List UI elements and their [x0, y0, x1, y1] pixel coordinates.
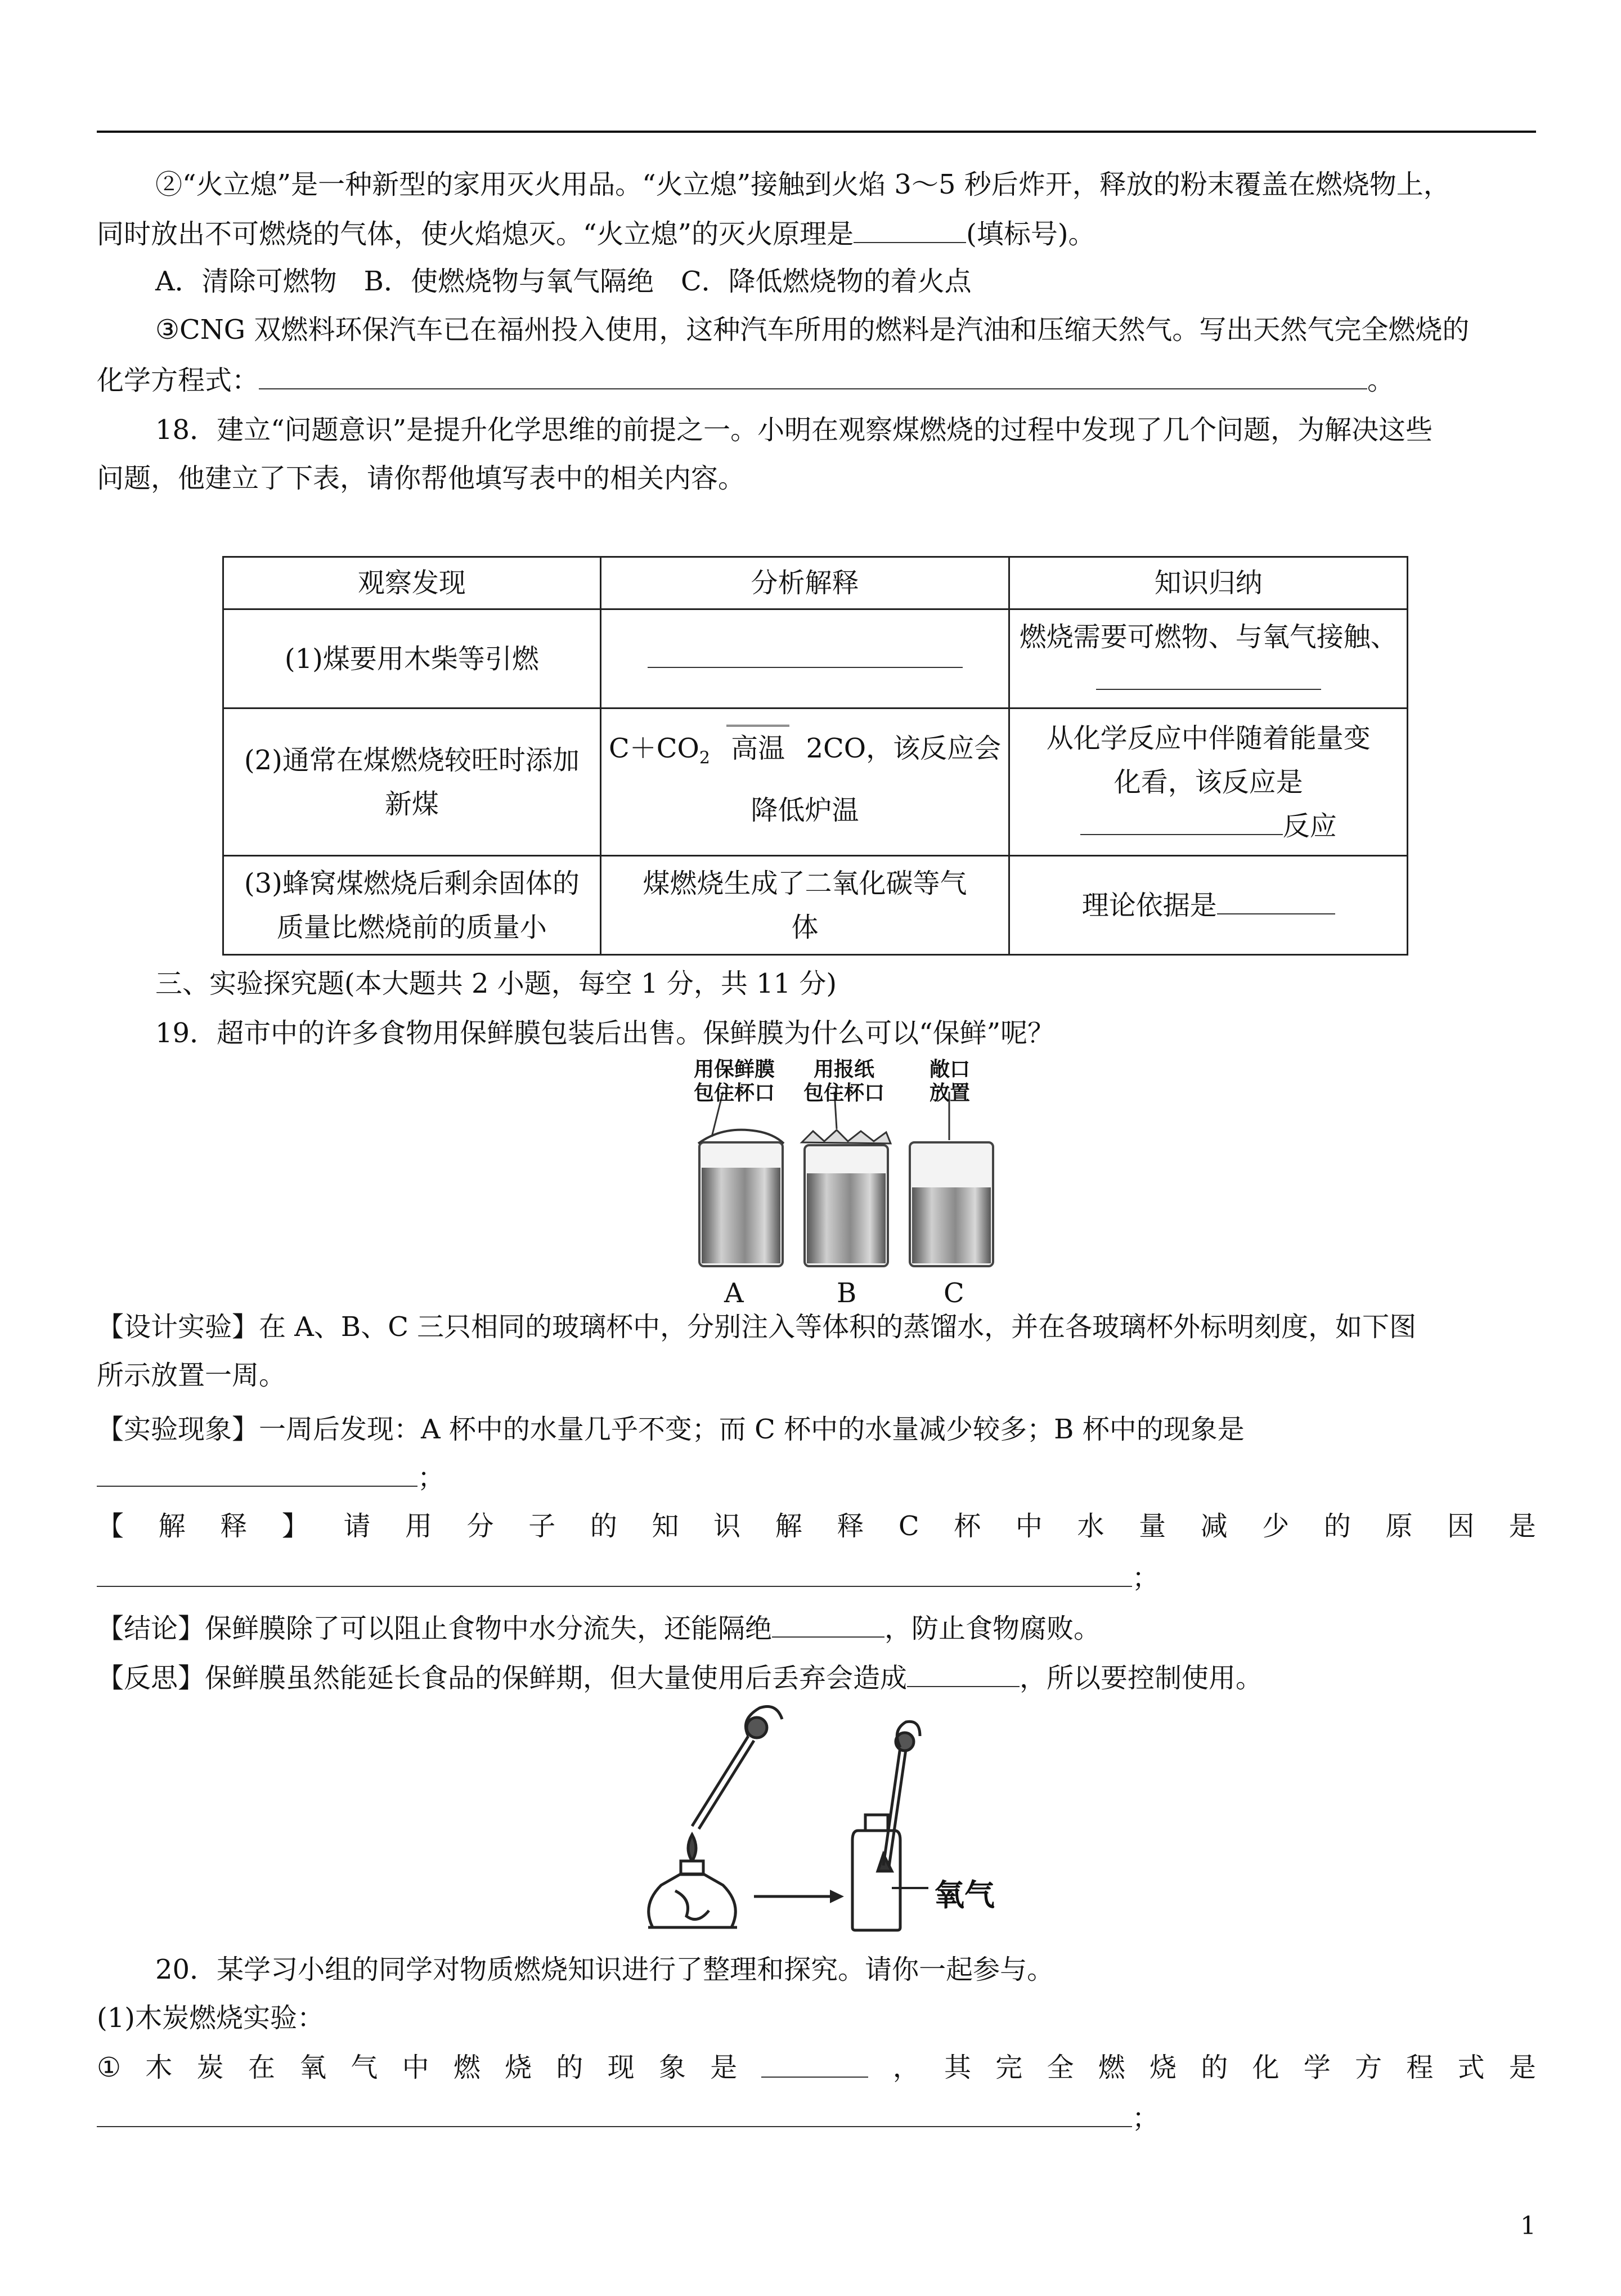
equation-blank[interactable]: [259, 362, 1367, 389]
table-header-row: [223, 557, 1408, 609]
q20-char: 象: [658, 2052, 686, 2083]
explanation-char: 分: [466, 1510, 494, 1542]
explanation-char: 杯: [954, 1510, 981, 1542]
explanation-char: 中: [1015, 1510, 1043, 1542]
glass-a: [698, 1092, 784, 1266]
explanation-char: 原: [1385, 1510, 1413, 1542]
q20-char: 全: [1047, 2052, 1074, 2083]
explanation-char: 是: [1508, 1510, 1536, 1542]
q20-stem: 20．某学习小组的同学对物质燃烧知识进行了整理和探究。请你一起参与。: [155, 1954, 1054, 1985]
item2-line1: ②“火立熄”是一种新型的家用灭火用品。“火立熄”接触到火焰 3～5 秒后炸开，释放的粉末覆盖在燃烧物上，: [155, 169, 1451, 200]
item3-text: 化学方程式：: [97, 365, 259, 396]
explanation-char: 的: [1323, 1510, 1351, 1542]
q20-char: 其: [944, 2052, 971, 2083]
letter-c: C: [944, 1277, 964, 1309]
item2-options: A．清除可燃物 B．使燃烧物与氧气隔绝 C．降低燃烧物的着火点: [155, 266, 972, 297]
q20-char: 烧: [505, 2052, 532, 2083]
reflection-text: 【反思】保鲜膜虽然能延长食品的保鲜期，但大量使用后丢弃会造成: [97, 1662, 908, 1694]
glasses-figure: [689, 1058, 1016, 1317]
explanation-char: C: [898, 1510, 919, 1542]
answer-blank[interactable]: [97, 1460, 417, 1487]
reaction-condition: [719, 732, 797, 765]
q20-char: 在: [248, 2052, 275, 2083]
cell-text: 质量比燃烧前的质量小: [276, 911, 547, 943]
answer-blank[interactable]: [648, 650, 963, 668]
q20-char: 现: [607, 2052, 635, 2083]
label-b: 用报纸 包住杯口: [803, 1058, 884, 1105]
explanation-char: 减: [1200, 1510, 1228, 1542]
line-end: ；: [1132, 2102, 1160, 2134]
table-cell: [1009, 856, 1408, 955]
explanation-char: 量: [1139, 1510, 1166, 1542]
answer-blank[interactable]: [761, 2051, 868, 2078]
item3-suffix: 。: [1367, 365, 1395, 396]
equals-sign: [726, 725, 789, 727]
table-row: [223, 708, 1408, 856]
equation-products: 2CO，该反应会: [806, 732, 1002, 764]
q20-char: 完: [995, 2052, 1023, 2083]
item2-line2: [97, 216, 1536, 251]
explanation-char: 少: [1262, 1510, 1290, 1542]
design-line1: 【设计实验】在 A、B、C 三只相同的玻璃杯中，分别注入等体积的蒸馏水，并在各玻璃杯外标明刻度，如下图: [97, 1311, 1417, 1343]
reflection-suffix: ，所以要控制使用。: [1020, 1662, 1263, 1694]
reflection-line: [97, 1660, 1536, 1695]
explanation-char: 知: [652, 1510, 679, 1542]
q20-char: 木: [145, 2052, 173, 2083]
cell-text: (2)通常在煤燃烧较旺时添加: [244, 744, 580, 776]
letter-a: A: [724, 1277, 744, 1309]
q20-char: 中: [402, 2052, 429, 2083]
q20-char: 学: [1303, 2052, 1331, 2083]
design-line2: 所示放置一周。: [97, 1360, 286, 1391]
explanation-line1: [97, 1509, 1536, 1543]
explanation-char: 请: [343, 1510, 371, 1542]
header-rule: [97, 131, 1536, 133]
explanation-char: 水: [1077, 1510, 1104, 1542]
q20-char: ，: [892, 2052, 920, 2083]
table-cell: [600, 609, 1009, 708]
section-title: 三、实验探究题(本大题共 2 小题，每空 1 分，共 11 分): [155, 968, 837, 999]
answer-blank[interactable]: [97, 2100, 1132, 2127]
alcohol-lamp: [648, 1835, 737, 1927]
q18-line1: 18．建立“问题意识”是提升化学思维的前提之一。小明在观察煤燃烧的过程中发现了几个问题，为解决这些: [155, 414, 1433, 446]
q20-char: 燃: [1098, 2052, 1125, 2083]
item2-text: 同时放出不可燃烧的气体，使火焰熄灭。“火立熄”的灭火原理是: [97, 218, 854, 250]
answer-blank[interactable]: [97, 1560, 1132, 1587]
cell-text: 理论依据是: [1081, 889, 1217, 921]
equation-reactants: C＋CO: [609, 732, 699, 764]
cell-text: 新煤: [384, 788, 439, 820]
cell-text: 燃烧需要可燃物、与氧气接触、: [1019, 621, 1398, 653]
q20-char: 的: [1201, 2052, 1228, 2083]
q20-char: 燃: [453, 2052, 481, 2083]
q18-line2: 问题，他建立了下表，请你帮他填写表中的相关内容。: [97, 463, 746, 494]
q20-char: 烧: [1149, 2052, 1177, 2083]
explanation-char: 释: [220, 1510, 248, 1542]
q20-char: 氧: [299, 2052, 327, 2083]
explanation-char: 因: [1447, 1510, 1475, 1542]
page-number: 1: [1520, 2212, 1536, 2240]
q20-line1: [97, 2051, 1536, 2084]
item2-suffix: (填标号)。: [966, 218, 1095, 250]
q20-char: 是: [710, 2052, 738, 2083]
answer-blank[interactable]: [1217, 894, 1335, 914]
conclusion-line: [97, 1611, 1536, 1645]
line-end: ；: [1132, 1562, 1160, 1594]
table-cell: [223, 856, 601, 955]
observation-table: [222, 556, 1408, 956]
item3-line2: [97, 362, 1536, 397]
explanation-char: 用: [405, 1510, 433, 1542]
oxygen-label: 氧气: [934, 1877, 995, 1913]
condition-text: 高温: [731, 732, 785, 764]
q20-char: 程: [1406, 2052, 1434, 2083]
table-cell: [1009, 708, 1408, 856]
answer-blank[interactable]: [1096, 672, 1321, 690]
line-end: ；: [417, 1462, 445, 1494]
q20-char: ①: [97, 2052, 122, 2083]
table-header: 知识归纳: [1009, 557, 1408, 609]
phenomenon-line2: [97, 1460, 1536, 1495]
table-cell: [600, 856, 1009, 955]
cell-text: 体: [791, 911, 819, 943]
equation-subscript: 2: [699, 748, 710, 768]
answer-blank[interactable]: [1080, 815, 1283, 835]
label-c: 敞口 放置: [929, 1058, 970, 1105]
label-a: 用保鲜膜 包住杯口: [693, 1058, 775, 1105]
q20-char: 的: [556, 2052, 583, 2083]
glass-c: [910, 1092, 993, 1266]
table-cell: [223, 708, 601, 856]
answer-blank[interactable]: [772, 1611, 884, 1638]
combustion-figure: [636, 1702, 1041, 1944]
explanation-char: 的: [590, 1510, 617, 1542]
q20-part1: (1)木炭燃烧实验：: [97, 2002, 324, 2034]
explanation-char: 释: [837, 1510, 864, 1542]
explanation-char: 子: [528, 1510, 556, 1542]
q19-stem: 19．超市中的许多食物用保鲜膜包装后出售。保鲜膜为什么可以“保鲜”呢？: [155, 1017, 1055, 1049]
q20-char: 方: [1355, 2052, 1382, 2083]
q20-char: 化: [1252, 2052, 1279, 2083]
conclusion-text: 【结论】保鲜膜除了可以阻止食物中水分流失，还能隔绝: [97, 1613, 773, 1644]
explanation-line2: [97, 1560, 1536, 1595]
letter-b: B: [837, 1277, 857, 1309]
phenomenon-line1: 【实验现象】一周后发现：A 杯中的水量几乎不变；而 C 杯中的水量减少较多；B 杯中的现象是: [97, 1414, 1245, 1445]
cell-text: 煤燃烧生成了二氧化碳等气: [643, 867, 967, 899]
cell-text: 从化学反应中伴随着能量变: [1046, 722, 1371, 754]
cell-text: 反应: [1282, 810, 1337, 842]
table-header: 分析解释: [600, 557, 1009, 609]
table-cell: (1)煤要用木柴等引燃: [223, 609, 601, 708]
explanation-char: 识: [713, 1510, 741, 1542]
answer-blank[interactable]: [907, 1660, 1020, 1687]
cell-text: 化看，该反应是: [1113, 766, 1303, 798]
tongs-left: [692, 1707, 782, 1829]
table-header: 观察发现: [223, 557, 601, 609]
table-cell: [1009, 609, 1408, 708]
cell-text: 降低炉温: [751, 795, 859, 827]
explanation-char: 解: [158, 1510, 186, 1542]
explanation-char: 】: [281, 1510, 309, 1542]
answer-blank[interactable]: [854, 216, 966, 243]
q20-char: 炭: [196, 2052, 224, 2083]
explanation-char: 【: [97, 1510, 124, 1542]
arrow: [754, 1890, 844, 1903]
q20-char: 式: [1457, 2052, 1485, 2083]
q20-line2: [97, 2100, 1536, 2135]
table-cell: [600, 708, 1009, 856]
q20-char: 气: [351, 2052, 378, 2083]
explanation-char: 解: [775, 1510, 802, 1542]
chemical-equation: [608, 732, 1002, 775]
conclusion-suffix: ，防止食物腐败。: [884, 1613, 1101, 1644]
glass-b: [802, 1092, 891, 1266]
cell-text: (3)蜂窝煤燃烧后剩余固体的: [244, 867, 580, 899]
table-row: [223, 856, 1408, 955]
q20-char: 是: [1508, 2052, 1536, 2083]
table-row: [223, 609, 1408, 708]
item3-line1: ③CNG 双燃料环保汽车已在福州投入使用，这种汽车所用的燃料是汽油和压缩天然气。写出天然气完全燃烧的: [155, 314, 1470, 346]
